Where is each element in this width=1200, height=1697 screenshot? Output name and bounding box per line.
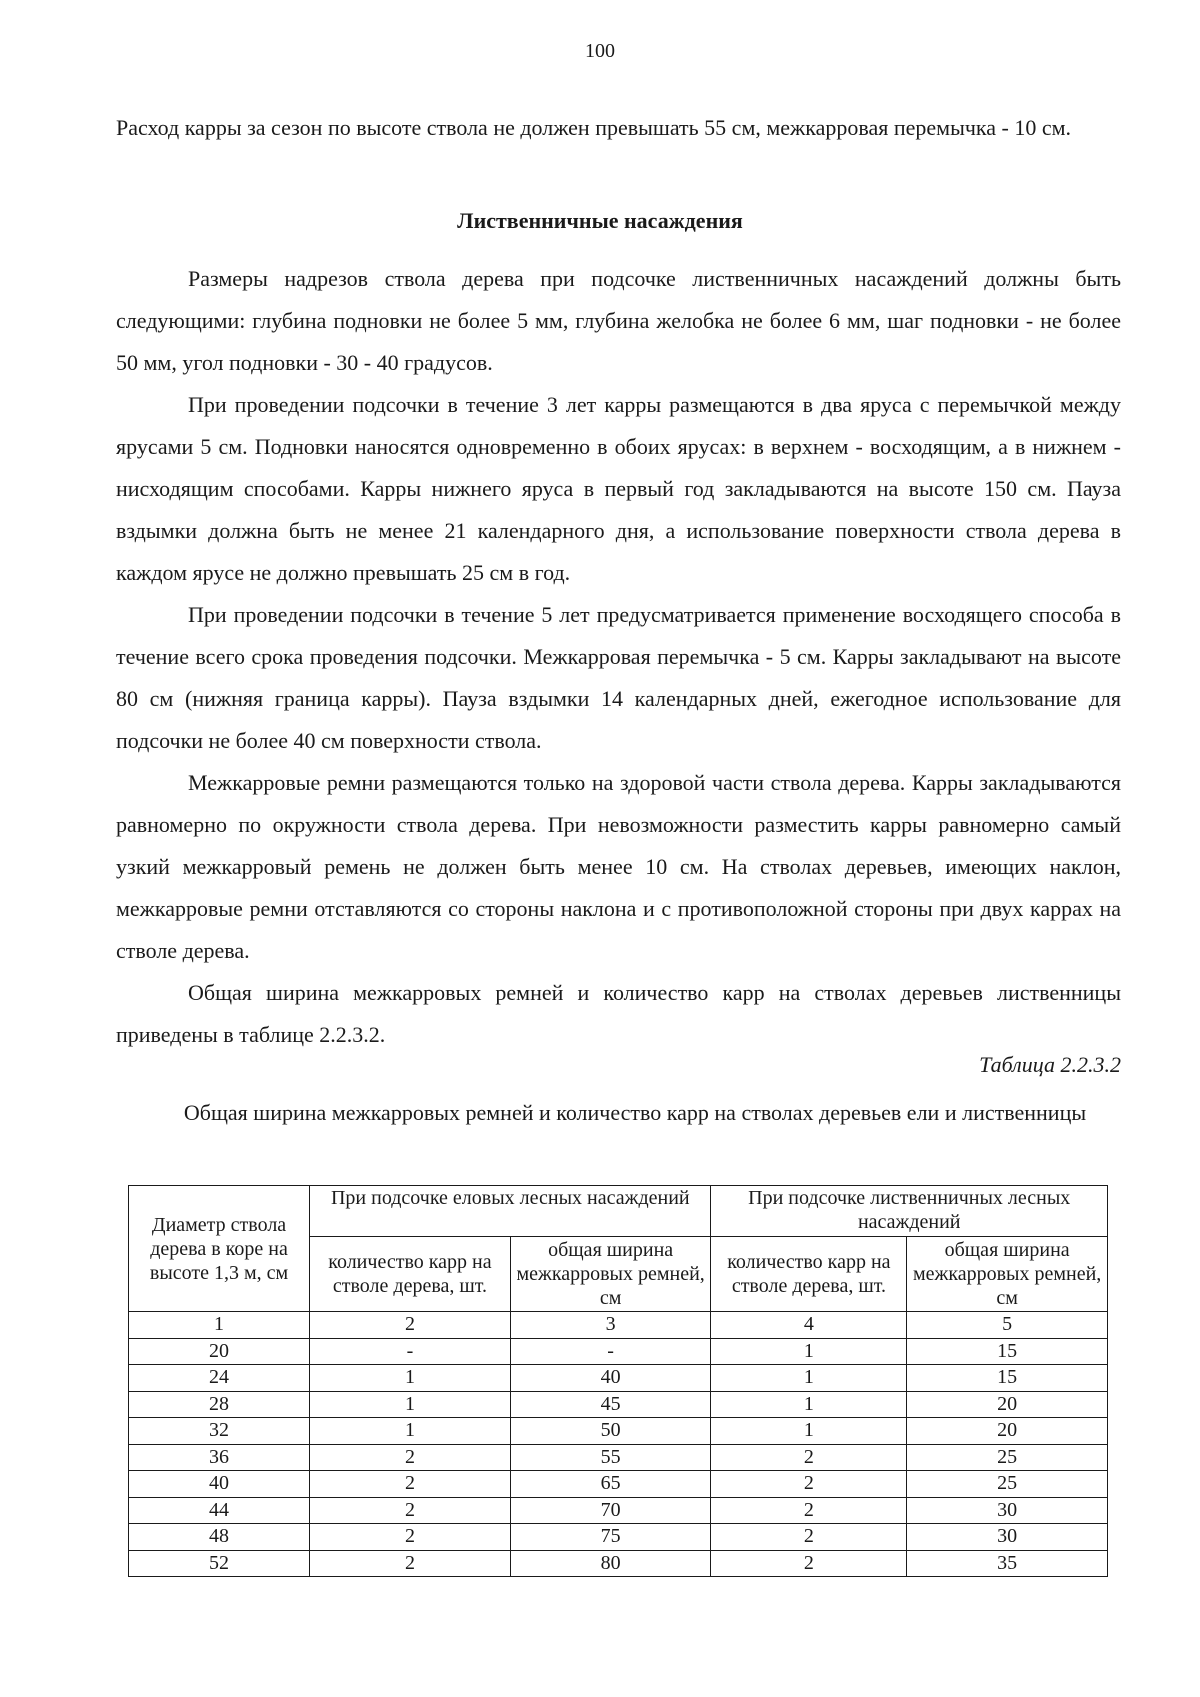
section-heading: Лиственничные насаждения [457,208,743,233]
table-cell: 65 [510,1471,711,1498]
table-cell: 44 [129,1497,310,1524]
paragraph: При проведении подсочки в течение 3 лет карры размещаются в два яруса с перемычкой между ярусами 5 см. Подновки наносятся одновременно в обоих ярусах: в верхнем - восходящим, а в нижнем - нисходящим способами. Карры нижнего яруса в первый год закладываются на высоте 150 см. Пауза вздымки должна быть не менее 21 календарного дня, а использование поверхности ствола дерева в каждом ярусе не должно превышать 25 см в год. [116,392,1121,585]
table-row [129,1444,1108,1471]
header-larch-width: общая ширина межкарровых ремней, см [907,1237,1108,1312]
table-row [129,1338,1108,1365]
table-cell: 75 [510,1524,711,1551]
table-cell: 40 [510,1365,711,1392]
table-cell: 1 [711,1418,907,1445]
table-cell: 80 [510,1550,711,1577]
table-cell: 20 [129,1338,310,1365]
table-cell: 2 [310,1312,511,1339]
table-cell: 48 [129,1524,310,1551]
table-cell: 36 [129,1444,310,1471]
table-cell: 25 [907,1471,1108,1498]
table-cell: 2 [310,1444,511,1471]
table-cell: 45 [510,1391,711,1418]
table-cell: 32 [129,1418,310,1445]
table-cell: 2 [711,1497,907,1524]
table-cell: 30 [907,1524,1108,1551]
table-cell: 40 [129,1471,310,1498]
table-cell: 2 [711,1471,907,1498]
table-cell: 1 [711,1391,907,1418]
header-larch-count: количество карр на стволе дерева, шт. [711,1237,907,1312]
table-cell: 1 [129,1312,310,1339]
header-spruce-count: количество карр на стволе дерева, шт. [310,1237,511,1312]
header-spruce-width: общая ширина межкарровых ремней, см [510,1237,711,1312]
table-cell: - [310,1338,511,1365]
table-cell: 1 [711,1365,907,1392]
table-row [129,1365,1108,1392]
table-cell: 1 [711,1338,907,1365]
table-cell: 24 [129,1365,310,1392]
table-cell: 25 [907,1444,1108,1471]
table-row [129,1471,1108,1498]
paragraph: Общая ширина межкарровых ремней и количество карр на стволах деревьев лиственницы приведены в таблице 2.2.3.2. [116,980,1121,1047]
header-diameter: Диаметр ствола дерева в коре на высоте 1,3 м, см [129,1186,310,1312]
table-label: Таблица 2.2.3.2 [979,1052,1121,1077]
table-cell: 1 [310,1365,511,1392]
table-cell: 2 [711,1524,907,1551]
table-cell: 70 [510,1497,711,1524]
table-cell: 4 [711,1312,907,1339]
table-cell: 20 [907,1391,1108,1418]
table-header-row [129,1186,1108,1237]
table-cell: - [510,1338,711,1365]
header-group-larch: При подсочке лиственничных лесных насаждений [711,1186,1108,1237]
intro-block [116,107,1121,149]
table-cell: 2 [310,1497,511,1524]
data-table [128,1185,1108,1577]
table-cell: 1 [310,1418,511,1445]
table-cell: 15 [907,1365,1108,1392]
paragraph-intro: Расход карры за сезон по высоте ствола не должен превышать 55 см, межкарровая перемычка - 10 см. [116,115,1072,140]
table-row [129,1550,1108,1577]
table-cell: 30 [907,1497,1108,1524]
body-block [116,258,1121,1056]
header-group-spruce: При подсочке еловых лесных насаждений [310,1186,711,1237]
table-cell: 3 [510,1312,711,1339]
table-row [129,1312,1108,1339]
table-cell: 2 [310,1550,511,1577]
table-cell: 2 [310,1471,511,1498]
table-body [129,1312,1108,1577]
table-cell: 20 [907,1418,1108,1445]
paragraph: Размеры надрезов ствола дерева при подсочке лиственничных насаждений должны быть следующими: глубина подновки не более 5 мм, глубина желобка не более 6 мм, шаг подновки - не более 50 мм, угол подновки - 30 - 40 градусов. [116,266,1121,375]
table-cell: 2 [711,1444,907,1471]
table-row [129,1524,1108,1551]
table-row [129,1418,1108,1445]
table-cell: 55 [510,1444,711,1471]
table-title: Общая ширина межкарровых ремней и количество карр на стволах деревьев ели и лиственницы [183,1100,1087,1125]
table-cell: 15 [907,1338,1108,1365]
paragraph: При проведении подсочки в течение 5 лет предусматривается применение восходящего способа в течение всего срока проведения подсочки. Межкарровая перемычка - 5 см. Карры закладывают на высоте 80 см (нижняя граница карры). Пауза вздымки 14 календарных дней, ежегодное использование для подсочки не более 40 см поверхности ствола. [116,602,1121,753]
paragraph: Межкарровые ремни размещаются только на здоровой части ствола дерева. Карры закладываются равномерно по окружности ствола дерева. При невозможности разместить карры равномерно самый узкий межкарровый ремень не должен быть менее 10 см. На стволах деревьев, имеющих наклон, межкарровые ремни отставляются со стороны наклона и с противоположной стороны при двух каррах на стволе дерева. [116,770,1121,963]
table-cell: 50 [510,1418,711,1445]
table-row [129,1497,1108,1524]
table-cell: 2 [711,1550,907,1577]
table-cell: 1 [310,1391,511,1418]
table-cell: 52 [129,1550,310,1577]
table-cell: 5 [907,1312,1108,1339]
table-cell: 2 [310,1524,511,1551]
table-cell: 35 [907,1550,1108,1577]
page-number: 100 [585,40,615,62]
table-row [129,1391,1108,1418]
table-cell: 28 [129,1391,310,1418]
